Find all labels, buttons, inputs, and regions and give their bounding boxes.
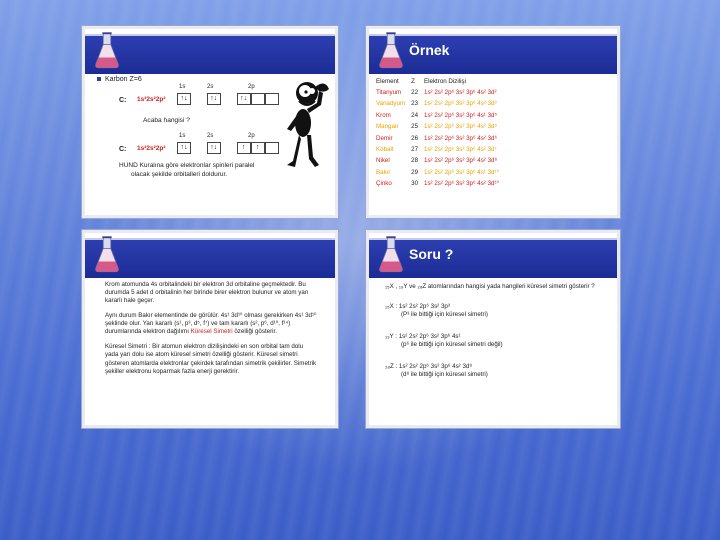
row2-config: 1s²2s²2p² [137, 145, 166, 152]
atomic-number: 23 [411, 100, 419, 108]
question-text: ₁₅X , ₁₉Y ve ₂₈Z atomlarından hangisi yada hangileri küresel simetri gösterir ? [385, 283, 595, 290]
electron-config-table [373, 76, 502, 190]
orbital-box [265, 93, 279, 105]
row1-symbol: C: [119, 97, 127, 104]
z-config: ₂₈Z : 1s² 2s² 2p⁶ 3s² 3p⁶ 4s² 3d⁸ [385, 363, 472, 371]
electron-config: 1s² 2s² 2p⁶ 3s² 3p⁶ 4s² 3d⁷ [424, 146, 497, 153]
hund-line-1: HUND Kuralına göre elektronlar spinleri paralel [119, 162, 255, 169]
slide-title: Örnek [409, 42, 450, 58]
orbital-label-2s-top: 2s [207, 84, 214, 90]
electron-config: 1s² 2s² 2p⁶ 3s² 3p⁶ 4s² 3d² [424, 89, 497, 97]
orbital-box: ↑↓ [207, 93, 221, 105]
bullet-line [97, 75, 142, 84]
paragraph-krom: Krom atomunda 4s orbitalindeki bir elektron 3d orbitaline geçmektedir. Bu durumda 5 adet d orbitalinin her birinde birer elektron bulunur ve atom yarı kararlı hale geçer. [105, 281, 309, 305]
x-note: (P³ ile bittiği için küresel simetri) [401, 311, 488, 319]
header-element: Element [376, 77, 399, 85]
element-name: Mangan [376, 123, 399, 131]
orbital-box: ↑↓ [207, 142, 221, 154]
slide-header-bar [369, 238, 617, 278]
table-row [373, 156, 502, 167]
electron-config: 1s² 2s² 2p⁶ 3s² 3p⁶ 4s¹ 3d⁵ [424, 111, 498, 119]
slide-carbon-hund [82, 26, 338, 218]
atomic-number: 30 [411, 180, 419, 188]
table-row [373, 167, 502, 178]
y-note: (p⁶ ile bittiği için küresel simetri değil) [401, 341, 503, 349]
flask-icon [93, 235, 121, 275]
slide-header-bar [85, 238, 335, 278]
bullet-text: Karbon Z=6 [105, 76, 142, 83]
table-row [373, 144, 502, 155]
paragraph-bakir-text: Aynı durum Bakır elementinde de görülür. 4s¹ 3d¹⁰ olması gerekirken 4s¹ 3d¹⁰ şeklinde olur. Yarı kararlı (s¹, p³, d⁵, f⁷) ve tam kararlı (s², p⁶, d¹⁰, f¹⁴) durumlarında elektron dağılımı [105, 312, 317, 336]
z-note: (d⁸ ile bittiği için küresel simetri) [401, 371, 488, 379]
slide-title: Soru ? [409, 246, 454, 262]
element-name: Kobalt [376, 146, 394, 153]
header-z: Z [411, 77, 415, 85]
orbital-label-1s-top: 1s [179, 84, 186, 90]
flask-icon [93, 31, 121, 71]
electron-config: 1s² 2s² 2p⁶ 3s² 3p⁶ 4s² 3d⁸ [424, 157, 498, 165]
hund-line-2: olacak şekilde orbitalleri doldurur. [131, 171, 228, 178]
thinking-figure-icon [285, 79, 331, 171]
atomic-number: 25 [411, 123, 419, 131]
header-config: Elektron Dizilişi [424, 77, 466, 85]
slide-header-bar [85, 34, 335, 74]
electron-config: 1s² 2s² 2p⁶ 3s² 3p⁶ 4s² 3d⁶ [424, 134, 497, 142]
orbital-label-2s-bottom: 2s [207, 133, 214, 139]
row1-orbital-boxes [177, 93, 279, 105]
atomic-number: 27 [411, 146, 419, 153]
electron-config: 1s² 2s² 2p⁶ 3s² 3p⁶ 4s² 3d³ [424, 100, 497, 108]
atomic-number: 22 [411, 89, 419, 97]
orbital-box: ↑ [237, 142, 251, 154]
atomic-number: 24 [411, 111, 419, 119]
table-row [373, 133, 502, 144]
row2-symbol: C: [119, 146, 127, 153]
element-name: Krom [376, 111, 391, 119]
row1-config: 1s²2s²2p² [137, 96, 166, 103]
table-row [373, 110, 502, 121]
orbital-label-2p-top: 2p [248, 84, 255, 90]
slide-header-bar [369, 34, 617, 74]
orbital-box [265, 142, 279, 154]
element-name: Demir [376, 134, 393, 142]
paragraph-bakir [105, 312, 317, 336]
orbital-box [251, 93, 265, 105]
row2-orbital-boxes [177, 142, 279, 154]
flask-icon [377, 31, 405, 71]
table-row [373, 122, 502, 133]
table-row [373, 87, 502, 98]
y-config: ₁₉Y : 1s² 2s² 2p⁶ 3s² 3p⁶ 4s¹ [385, 333, 461, 341]
electron-config: 1s² 2s² 2p⁶ 3s² 3p⁶ 4s² 3d⁵ [424, 123, 498, 131]
paragraph-kuresel-simetri: Küresel Simetri : Bir atomun elektron dizilişindeki en son orbital tam dolu yada yarı dolu ise atom küresel simetri özelliği gösterir. Küresel simetri gösteren atomlarda elektronlar çekirdek tarafından simetrik çekilirler. Simetrik şekiller elektronu koparmak fazla enerji gerektirir. [105, 343, 317, 375]
element-name: Nikel [376, 157, 390, 165]
orbital-box: ↑↓ [237, 93, 251, 105]
slide-ornek [366, 26, 620, 218]
element-name: Bakır [376, 168, 391, 176]
table-row [373, 99, 502, 110]
kuresel-simetri-highlight: Küresel Simetri [190, 328, 233, 336]
element-name: Çinko [376, 180, 392, 188]
orbital-label-2p-bottom: 2p [248, 133, 255, 139]
slide-krom-explanation [82, 230, 338, 428]
paragraph-bakir-end: özelliği gösterir. [234, 328, 277, 336]
orbital-box: ↑ [251, 142, 265, 154]
element-name: Titanyum [376, 89, 402, 97]
atomic-number: 28 [411, 157, 419, 165]
orbital-label-1s-bottom: 1s [179, 133, 186, 139]
x-config: ₁₅X : 1s² 2s² 2p⁶ 3s² 3p³ [385, 303, 450, 311]
orbital-box: ↑↓ [177, 142, 191, 154]
table-header-row [373, 76, 502, 87]
flask-icon [377, 235, 405, 275]
element-name: Vanadyum [376, 100, 406, 108]
table-row [373, 179, 502, 190]
electron-config: 1s² 2s² 2p⁶ 3s² 3p⁶ 4s² 3d¹⁰ [424, 180, 499, 188]
bullet-icon [97, 77, 101, 81]
slide-soru [366, 230, 620, 428]
question-text: Acaba hangisi ? [143, 117, 190, 124]
atomic-number: 29 [411, 168, 419, 176]
orbital-box: ↑↓ [177, 93, 191, 105]
atomic-number: 26 [411, 134, 419, 142]
electron-config: 1s² 2s² 2p⁶ 3s² 3p⁶ 4s¹ 3d¹⁰ [424, 168, 499, 176]
